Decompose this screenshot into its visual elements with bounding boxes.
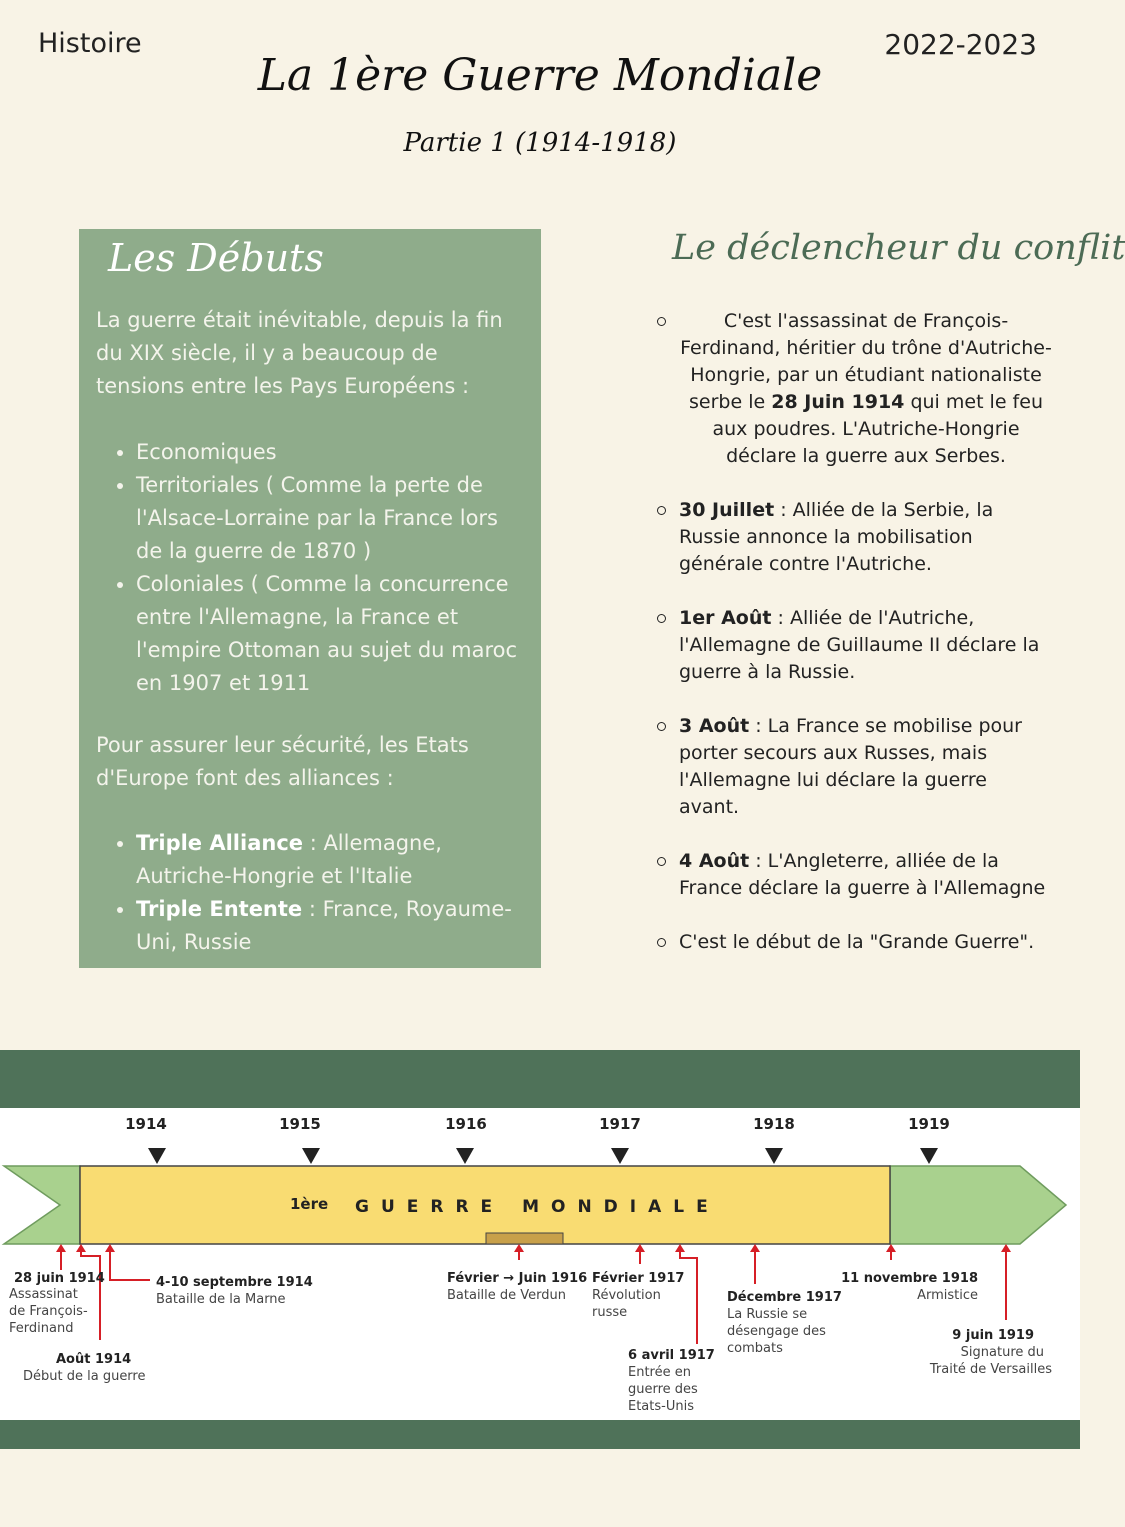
timeline-arrow-head (890, 1166, 1066, 1244)
list-item (136, 827, 526, 893)
alliances-intro: Pour assurer leur sécurité, les Etats d'Europe font des alliances : (96, 733, 469, 790)
timeline-top-band (0, 1050, 1080, 1108)
alliance-members: : Allemagne, Autriche-Hongrie et l'Italie (136, 831, 442, 888)
event-text: Armistice (917, 1288, 978, 1303)
event-text: Bataille de la Marne (156, 1292, 286, 1307)
list-item: • Coloniales ( Comme la concurrence entre l'Allemagne, la France et l'empire Ottoman au sujet du maroc en 1907 et 1911 (136, 568, 526, 700)
year-marker (302, 1148, 320, 1164)
list-item (679, 605, 1053, 686)
event-text: Etats-Unis (628, 1399, 694, 1414)
event-text: Début de la guerre (23, 1369, 146, 1384)
bar-prefix: 1ère (290, 1195, 329, 1213)
year-marker (920, 1148, 938, 1164)
school-year: 2022-2023 (884, 28, 1037, 61)
alliance-name: Triple Entente (136, 897, 303, 921)
timeline-bottom-band (0, 1420, 1080, 1449)
event-date: 28 juin 1914 (14, 1271, 105, 1286)
year-marker (611, 1148, 629, 1164)
subject-label: Histoire (38, 28, 142, 59)
event-revolution-russe (592, 1271, 684, 1320)
event-verdun (447, 1271, 587, 1303)
debuts-heading: Les Débuts (108, 236, 324, 280)
trigger-date: 30 Juillet (679, 499, 775, 521)
list-item (679, 308, 1053, 470)
year-marker (148, 1148, 166, 1164)
event-text: russe (592, 1305, 628, 1320)
trigger-list (653, 308, 1053, 983)
timeline-tail (4, 1166, 80, 1244)
causes-list (96, 436, 526, 700)
trigger-text: : La France se mobilise pour porter secours aux Russes, mais l'Allemagne lui déclare la guerre avant. (679, 715, 1022, 818)
year-marker (456, 1148, 474, 1164)
event-text: Bataille de Verdun (447, 1288, 567, 1303)
bar-label: GUERRE MONDIALE (355, 1197, 720, 1217)
trigger-date: 1er Août (679, 607, 772, 629)
arrowhead (1001, 1244, 1011, 1252)
list-item: C'est le début de la "Grande Guerre". (679, 929, 1053, 956)
trigger-heading: Le déclencheur du conflit (672, 228, 1125, 268)
event-date: Août 1914 (56, 1352, 132, 1367)
debuts-intro: La guerre était inévitable, depuis la fin du XIX siècle, il y a beaucoup de tensions entre les Pays Européens : (96, 308, 503, 398)
list-item (679, 497, 1053, 578)
list-item (136, 893, 526, 959)
arrowhead (635, 1244, 645, 1252)
event-28-juin-1914 (9, 1271, 105, 1336)
event-date: 9 juin 1919 (952, 1328, 1034, 1343)
event-text: Ferdinand (9, 1321, 74, 1336)
alliance-name: Triple Alliance (136, 831, 304, 855)
event-date: 6 avril 1917 (628, 1348, 715, 1363)
year-label: 1914 (125, 1115, 167, 1133)
arrowhead (514, 1244, 524, 1252)
arrowhead (76, 1244, 86, 1252)
page-subtitle: Partie 1 (1914-1918) (403, 128, 677, 158)
verdun-span (486, 1233, 563, 1244)
event-versailles (929, 1328, 1052, 1377)
arrowhead (886, 1244, 896, 1252)
alliances-list (96, 827, 526, 959)
arrowhead (750, 1244, 760, 1252)
trigger-text: C'est l'assassinat de François-Ferdinand, héritier du trône d'Autriche-Hongrie, par un étudiant nationaliste serbe le (680, 310, 1052, 413)
event-text: combats (727, 1341, 783, 1356)
event-aout-1914 (23, 1352, 145, 1384)
event-text: désengage des (727, 1324, 826, 1339)
trigger-date: 3 Août (679, 715, 750, 737)
event-text: de François- (9, 1304, 88, 1319)
timeline (0, 1108, 1080, 1420)
year-label: 1917 (599, 1115, 641, 1133)
alliance-members: : France, Royaume-Uni, Russie (136, 897, 512, 954)
year-label: 1916 (445, 1115, 487, 1133)
year-label: 1915 (279, 1115, 321, 1133)
event-armistice (841, 1271, 978, 1303)
trigger-text: : Alliée de l'Autriche, l'Allemagne de Guillaume II déclare la guerre à la Russie. (679, 607, 1040, 683)
event-marne (156, 1275, 313, 1307)
event-date: Décembre 1917 (727, 1290, 842, 1305)
event-text: Assassinat (9, 1287, 78, 1302)
event-etats-unis (628, 1348, 715, 1414)
event-date: Février 1917 (592, 1271, 685, 1286)
event-text: La Russie se (727, 1307, 808, 1322)
list-item (679, 848, 1053, 902)
arrowhead (56, 1244, 66, 1252)
year-label: 1918 (753, 1115, 795, 1133)
event-connector (81, 1250, 100, 1340)
year-marker (765, 1148, 783, 1164)
event-connector (680, 1250, 697, 1344)
event-date: Février → Juin 1916 (447, 1271, 588, 1286)
event-text: guerre des (628, 1382, 698, 1397)
list-item (679, 713, 1053, 821)
event-text: Signature du (960, 1345, 1044, 1360)
list-item: • Territoriales ( Comme la perte de l'Alsace-Lorraine par la France lors de la guerre de 1870 ) (136, 469, 526, 568)
arrowhead (105, 1244, 115, 1252)
event-text: Révolution (592, 1288, 661, 1303)
trigger-date: 28 Juin 1914 (771, 391, 905, 413)
trigger-text: qui met le feu aux poudres. L'Autriche-Hongrie déclare la guerre aux Serbes. (712, 391, 1043, 467)
trigger-text: : Alliée de la Serbie, la Russie annonce la mobilisation générale contre l'Autriche. (679, 499, 994, 575)
event-date: 4-10 septembre 1914 (156, 1275, 313, 1290)
page-title: La 1ère Guerre Mondiale (257, 50, 823, 101)
year-label: 1919 (908, 1115, 950, 1133)
trigger-text: : L'Angleterre, alliée de la France déclare la guerre à l'Allemagne (679, 850, 1046, 899)
event-date: 11 novembre 1918 (841, 1271, 978, 1286)
event-connector (110, 1250, 150, 1280)
arrowhead (675, 1244, 685, 1252)
event-text: Entrée en (628, 1365, 691, 1380)
event-text: Traité de Versailles (929, 1362, 1052, 1377)
trigger-date: 4 Août (679, 850, 750, 872)
list-item: • Economiques (136, 436, 526, 469)
event-decembre-1917 (727, 1290, 842, 1356)
